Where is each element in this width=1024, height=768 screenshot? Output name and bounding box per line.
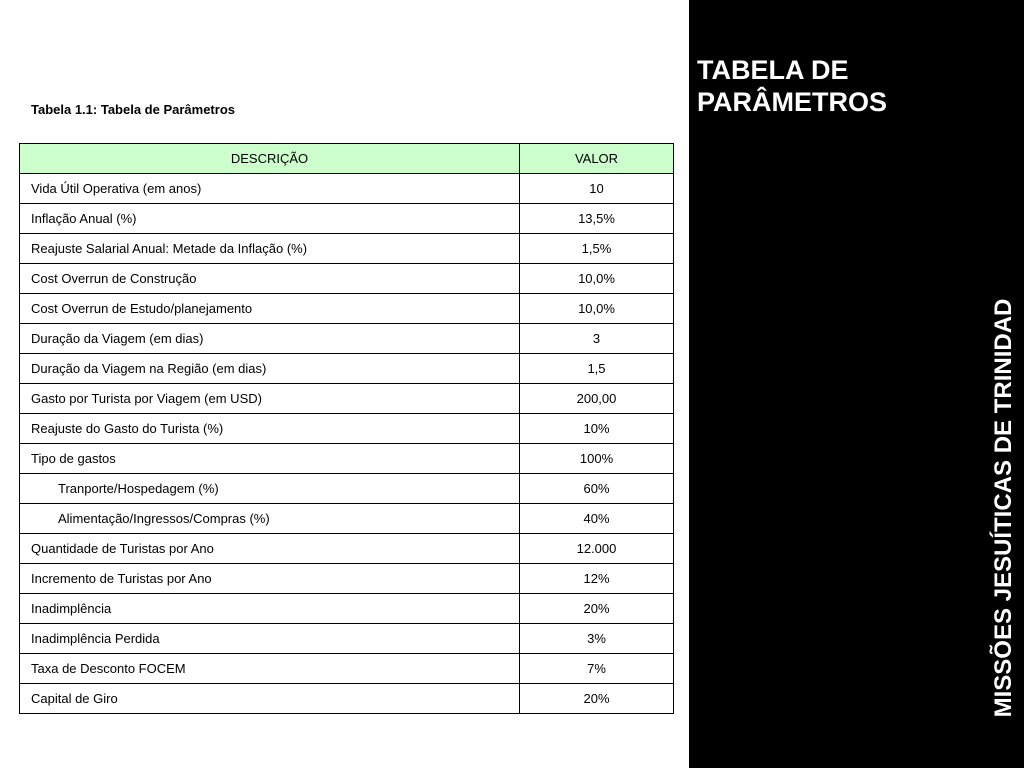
slide-title bbox=[697, 54, 997, 118]
row-description: Tipo de gastos bbox=[20, 444, 520, 474]
table-row bbox=[20, 654, 674, 684]
table-row bbox=[20, 624, 674, 654]
row-value: 100% bbox=[520, 444, 674, 474]
table-row bbox=[20, 414, 674, 444]
table-row bbox=[20, 294, 674, 324]
row-value: 60% bbox=[520, 474, 674, 504]
parameters-table bbox=[19, 143, 674, 714]
table-row bbox=[20, 684, 674, 714]
table-row bbox=[20, 174, 674, 204]
row-description: Cost Overrun de Estudo/planejamento bbox=[20, 294, 520, 324]
row-value: 7% bbox=[520, 654, 674, 684]
row-description: Cost Overrun de Construção bbox=[20, 264, 520, 294]
row-value: 3 bbox=[520, 324, 674, 354]
row-value: 3% bbox=[520, 624, 674, 654]
slide-title-line-2: PARÂMETROS bbox=[697, 87, 888, 117]
slide-title-line-1: TABELA DE bbox=[697, 55, 849, 85]
column-header-value: VALOR bbox=[520, 144, 674, 174]
row-description: Incremento de Turistas por Ano bbox=[20, 564, 520, 594]
column-header-description: DESCRIÇÃO bbox=[20, 144, 520, 174]
row-value: 1,5% bbox=[520, 234, 674, 264]
row-description: Quantidade de Turistas por Ano bbox=[20, 534, 520, 564]
row-description: Taxa de Desconto FOCEM bbox=[20, 654, 520, 684]
row-value: 20% bbox=[520, 684, 674, 714]
row-value: 20% bbox=[520, 594, 674, 624]
row-value: 10,0% bbox=[520, 264, 674, 294]
table-row bbox=[20, 474, 674, 504]
vertical-slide-title: MISSÕES JESUÍTICAS DE TRINIDAD bbox=[990, 298, 1017, 718]
row-description: Duração da Viagem (em dias) bbox=[20, 324, 520, 354]
row-description: Reajuste do Gasto do Turista (%) bbox=[20, 414, 520, 444]
table-header-row bbox=[20, 144, 674, 174]
table-row bbox=[20, 594, 674, 624]
row-value: 12.000 bbox=[520, 534, 674, 564]
table-row bbox=[20, 354, 674, 384]
table-row bbox=[20, 324, 674, 354]
row-value: 10,0% bbox=[520, 294, 674, 324]
row-description: Tranporte/Hospedagem (%) bbox=[20, 474, 520, 504]
row-value: 10% bbox=[520, 414, 674, 444]
table-row bbox=[20, 504, 674, 534]
row-description: Alimentação/Ingressos/Compras (%) bbox=[20, 504, 520, 534]
row-description: Inflação Anual (%) bbox=[20, 204, 520, 234]
table-row bbox=[20, 234, 674, 264]
row-value: 12% bbox=[520, 564, 674, 594]
row-value: 13,5% bbox=[520, 204, 674, 234]
table-body bbox=[20, 174, 674, 714]
row-description: Reajuste Salarial Anual: Metade da Inflação (%) bbox=[20, 234, 520, 264]
row-description: Capital de Giro bbox=[20, 684, 520, 714]
row-value: 40% bbox=[520, 504, 674, 534]
table-caption: Tabela 1.1: Tabela de Parâmetros bbox=[31, 102, 235, 117]
table-row bbox=[20, 534, 674, 564]
row-description: Vida Útil Operativa (em anos) bbox=[20, 174, 520, 204]
row-description: Inadimplência Perdida bbox=[20, 624, 520, 654]
table-row bbox=[20, 564, 674, 594]
row-value: 1,5 bbox=[520, 354, 674, 384]
row-value: 200,00 bbox=[520, 384, 674, 414]
table-row bbox=[20, 204, 674, 234]
row-description: Duração da Viagem na Região (em dias) bbox=[20, 354, 520, 384]
row-description: Inadimplência bbox=[20, 594, 520, 624]
table-row bbox=[20, 384, 674, 414]
table-row bbox=[20, 444, 674, 474]
row-description: Gasto por Turista por Viagem (em USD) bbox=[20, 384, 520, 414]
table-row bbox=[20, 264, 674, 294]
row-value: 10 bbox=[520, 174, 674, 204]
